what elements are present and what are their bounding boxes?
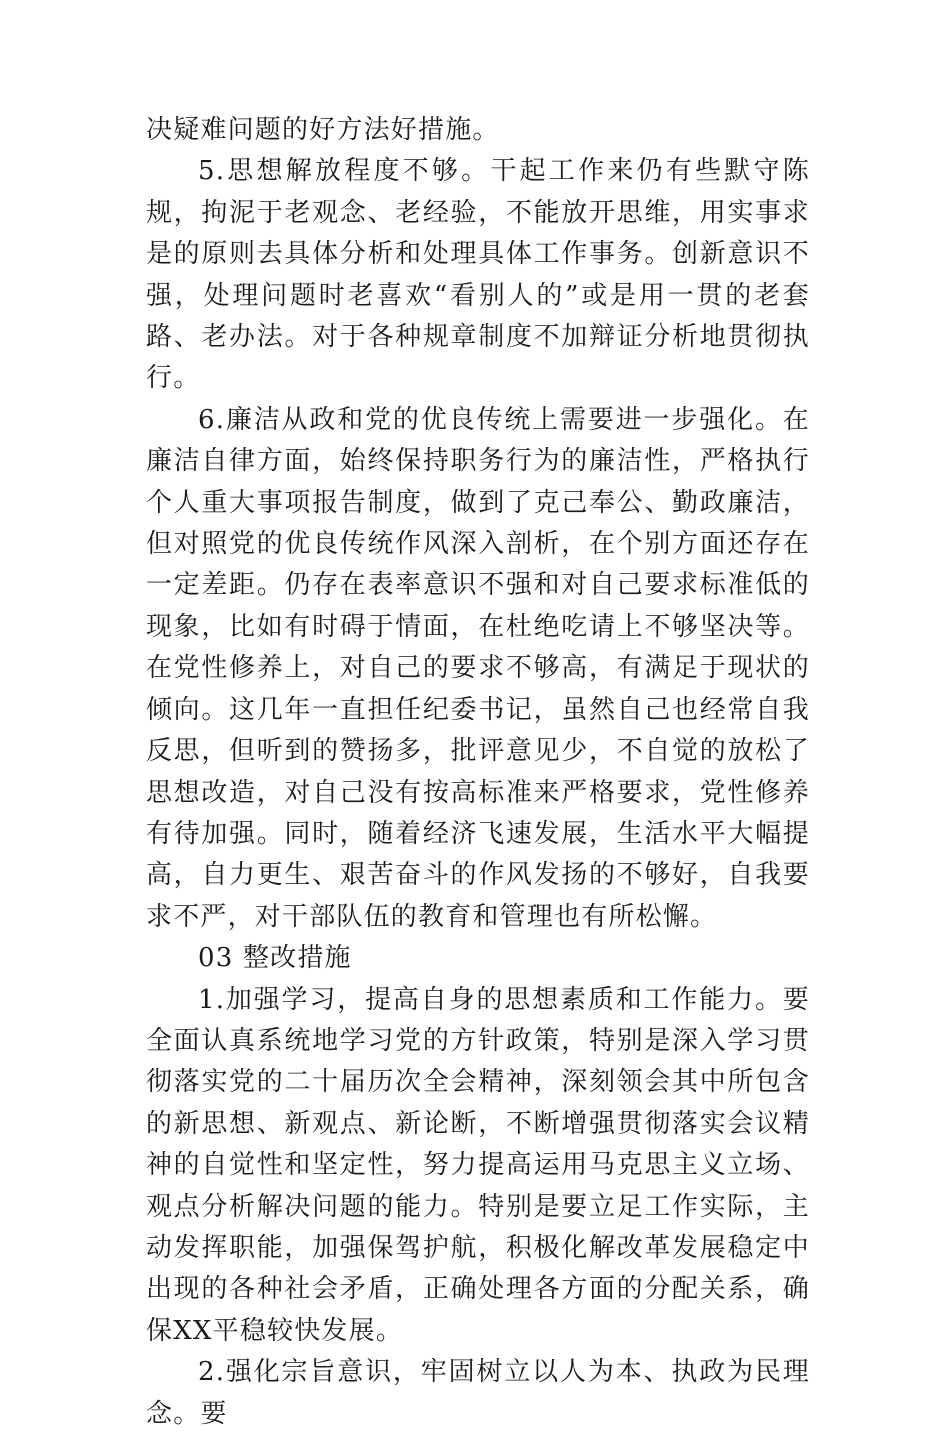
paragraph-measure-2-purpose-awareness: 2.强化宗旨意识，牢固树立以人为本、执政为民理念。要: [146, 1357, 810, 1429]
paragraph-measure-1-strengthen-study: 1.加强学习，提高自身的思想素质和工作能力。要全面认真系统地学习党的方针政策，特别是深入学习贯彻落实党的二十届历次全会精神，深刻领会其中所包含的新思想、新观点、新论断，不断增强贯彻落实会议精神的自觉性和坚定性，努力提高运用马克思主义立场、观点分析解决问题的能力。特别是要立足工作实际，主动发挥职能，加强保驾护航，积极化解改革发展稳定中出现的各种社会矛盾，正确处理各方面的分配关系，确保XX平稳较快发展。: [146, 984, 810, 1346]
paragraph-continued: 决疑难问题的好方法好措施。: [146, 115, 500, 145]
document-body: [146, 110, 810, 1435]
section-heading-rectification-measures: 03 整改措施: [198, 943, 352, 974]
paragraph-item-5-insufficient-emancipation: 5.思想解放程度不够。干起工作来仍有些默守陈规，拘泥于老观念、老经验，不能放开思维，用实事求是的原则去具体分析和处理具体工作事务。创新意识不强，处理问题时老喜欢“看别人的”或是用一贯的老套路、老办法。对于各种规章制度不加辩证分析地贯彻执行。: [146, 156, 810, 394]
paragraph-item-6-integrity: 6.廉洁从政和党的优良传统上需要进一步强化。在廉洁自律方面，始终保持职务行为的廉洁性，严格执行个人重大事项报告制度，做到了克己奉公、勤政廉洁，但对照党的优良传统作风深入剖析，在个别方面还存在一定差距。仍存在表率意识不强和对自己要求标准低的现象，比如有时碍于情面，在杜绝吃请上不够坚决等。在党性修养上，对自己的要求不够高，有满足于现状的倾向。这几年一直担任纪委书记，虽然自己也经常自我反思，但听到的赞扬多，批评意见少，不自觉的放松了思想改造，对自己没有按高标准来严格要求，党性修养有待加强。同时，随着经济飞速发展，生活水平大幅提高，自力更生、艰苦奋斗的作风发扬的不够好，自我要求不严，对干部队伍的教育和管理也有所松懈。: [146, 404, 810, 932]
